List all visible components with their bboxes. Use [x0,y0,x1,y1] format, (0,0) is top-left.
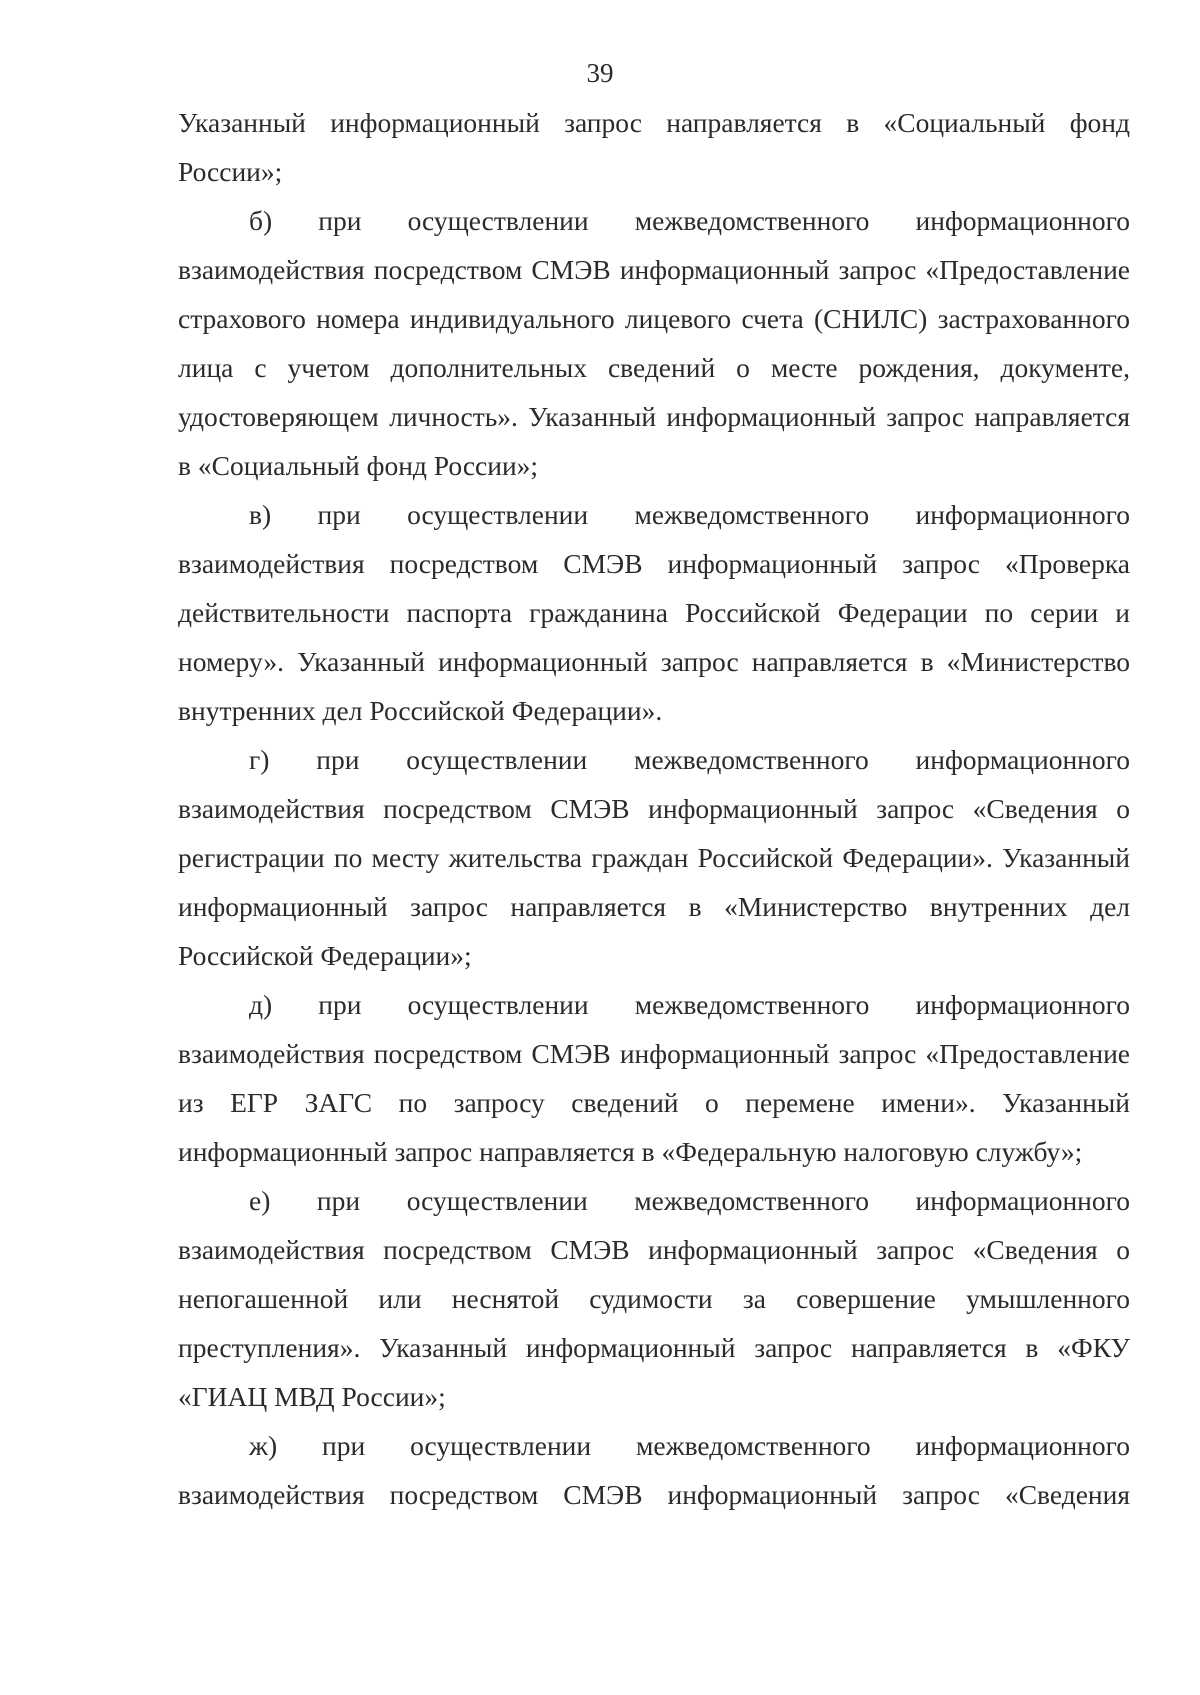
paragraph-item-v: в) при осуществлении межведомственного информационного взаимодействия посредством СМЭВ информационный запрос «Проверка действительности паспорта гражданина Российской Федерации по серии и номеру». Указанный информационный запрос направляется в «Министерство внутренних дел Российской Федерации». [178,499,1130,726]
document-body [178,98,1130,1519]
paragraph-item-e: е) при осуществлении межведомственного информационного взаимодействия посредством СМЭВ информационный запрос «Сведения о непогашенной или неснятой судимости за совершение умышленного преступления». Указанный информационный запрос направляется в «ФКУ «ГИАЦ МВД России»; [178,1185,1130,1412]
page-number: 39 [586,58,614,88]
paragraph-item-d: д) при осуществлении межведомственного информационного взаимодействия посредством СМЭВ информационный запрос «Предоставление из ЕГР ЗАГС по запросу сведений о перемене имени». Указанный информационный запрос направляется в «Федеральную налоговую службу»; [178,989,1130,1167]
paragraph-item-b: б) при осуществлении межведомственного информационного взаимодействия посредством СМЭВ информационный запрос «Предоставление страхового номера индивидуального лицевого счета (СНИЛС) застрахованного лица с учетом дополнительных сведений о месте рождения, документе, удостоверяющем личность». Указанный информационный запрос направляется в «Социальный фонд России»; [178,205,1130,481]
paragraph-continuation: Указанный информационный запрос направляется в «Социальный фонд России»; [178,107,1130,187]
paragraph-item-g: г) при осуществлении межведомственного информационного взаимодействия посредством СМЭВ информационный запрос «Сведения о регистрации по месту жительства граждан Российской Федерации». Указанный информационный запрос направляется в «Министерство внутренних дел Российской Федерации»; [178,744,1130,971]
paragraph-item-zh: ж) при осуществлении межведомственного информационного взаимодействия посредством СМЭВ информационный запрос «Сведения [178,1430,1130,1510]
